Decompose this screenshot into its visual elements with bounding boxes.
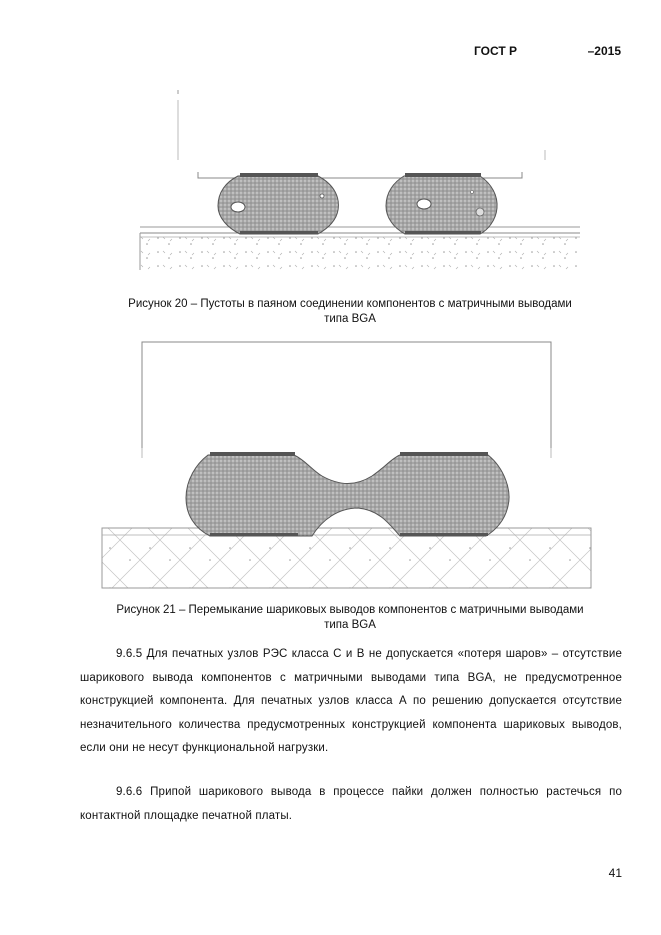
standard-designation: ГОСТ Р	[474, 44, 518, 58]
figure-20-drawing	[0, 80, 661, 270]
figure-21-caption-line-1: Рисунок 21 – Перемыкание шариковых выводов компонентов с матричными выводами	[116, 604, 584, 616]
figure-20-caption-line-1: Рисунок 20 – Пустоты в паяном соединении компонентов с матричными выводами	[128, 298, 572, 310]
page-header	[460, 44, 625, 60]
paragraph-9-6-5: 9.6.5 Для печатных узлов РЭС класса С и В не допускается «потеря шаров» – отсутствие шарикового вывода компонентов с матричными выводами типа BGA, не предусмотренное конструкцией компонента. Для печатных узлов класса А по решению допускается отсутствие незначительного количества предусмотренных конструкцией компонента шариковых выводов, если они не несут функциональной нагрузки.	[80, 648, 622, 754]
figure-21-drawing	[0, 340, 661, 595]
figure-20-caption-line-2: типа BGA	[324, 313, 376, 325]
figure-20-caption	[70, 297, 630, 327]
solder-bridge	[186, 452, 509, 536]
page-number: 41	[608, 866, 622, 880]
pcb-board	[140, 227, 580, 270]
standard-year: –2015	[587, 44, 621, 58]
solder-ball-left	[218, 173, 338, 234]
paragraph-9-6-6: 9.6.6 Припой шарикового вывода в процессе пайки должен полностью растечься по контактной площадке печатной платы.	[80, 786, 622, 822]
solder-ball-right	[386, 173, 497, 234]
pcb-board	[102, 528, 591, 588]
figure-21-caption	[70, 603, 630, 633]
figure-21-caption-line-2: типа BGA	[324, 619, 376, 631]
